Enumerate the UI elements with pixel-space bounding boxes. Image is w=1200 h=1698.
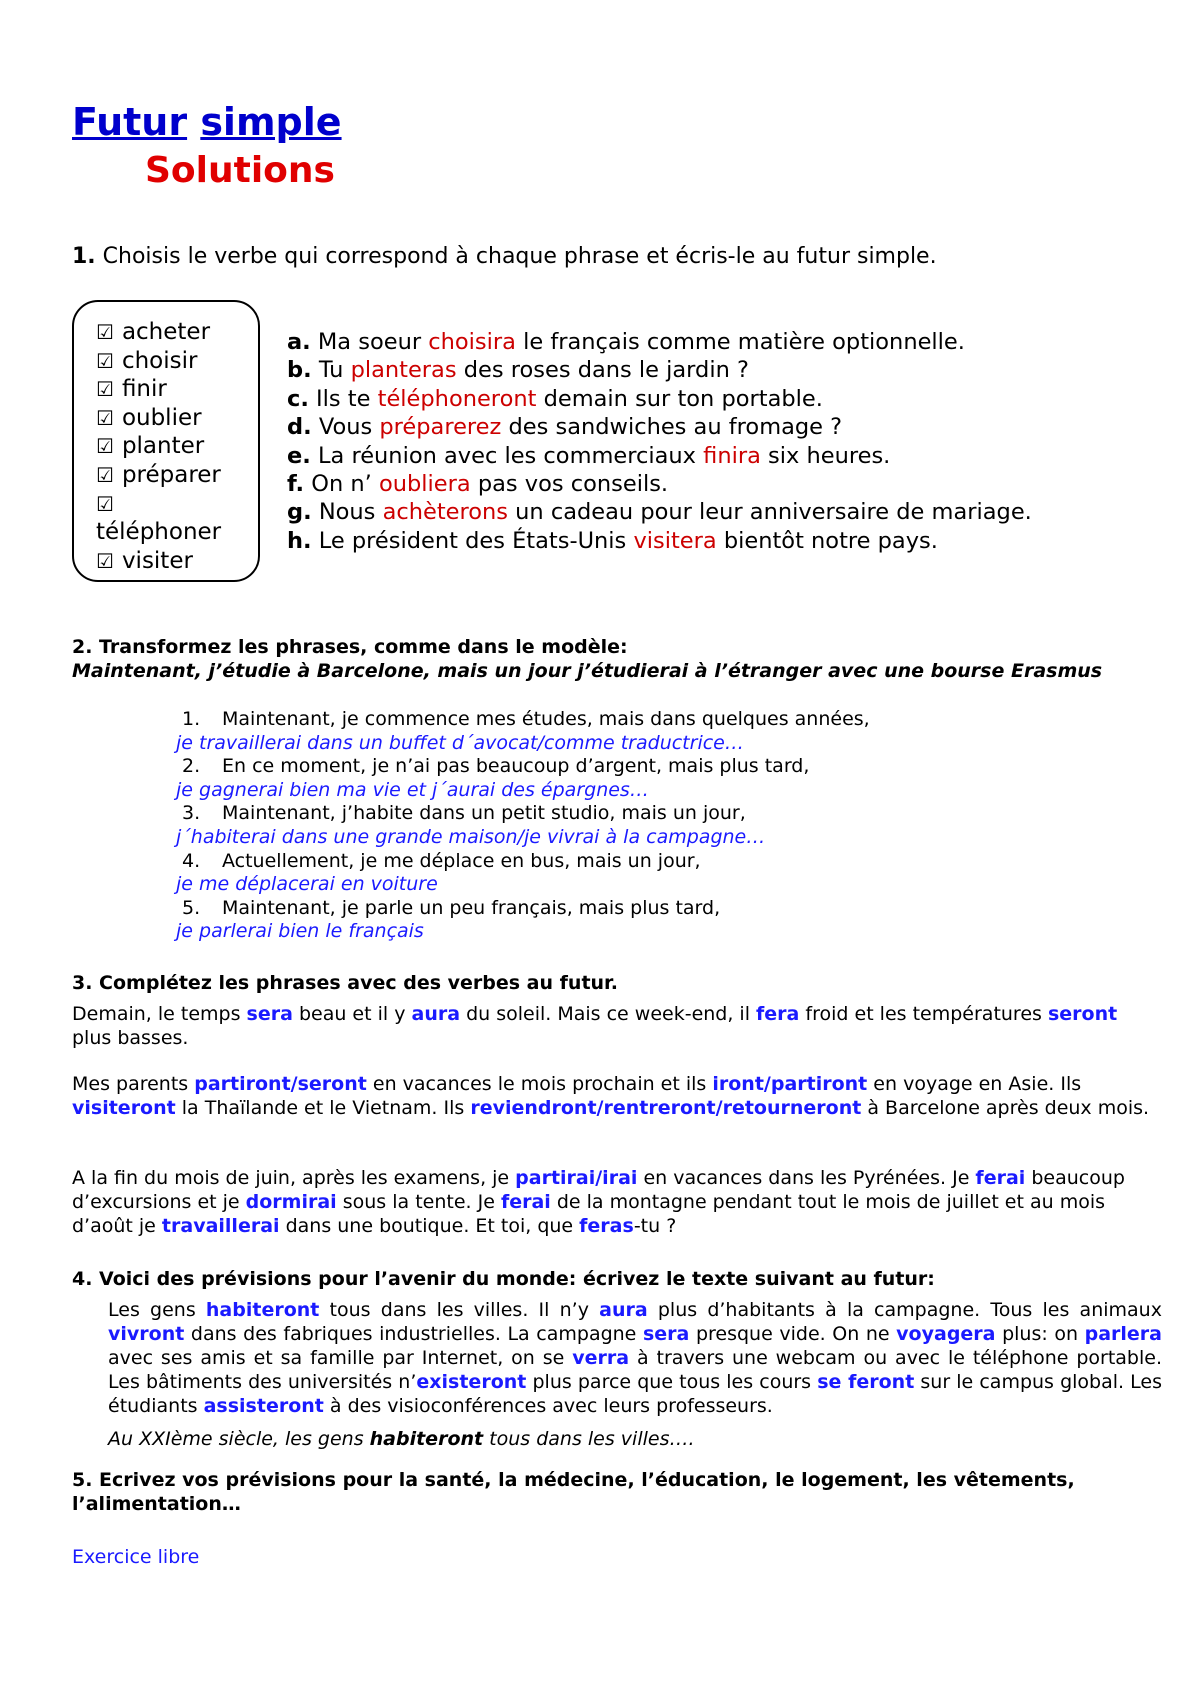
checkbox-icon: ☑ [96, 405, 114, 430]
answer-run: aura [411, 1003, 461, 1025]
exercise-2-list [176, 708, 870, 944]
item-number: 4. [182, 849, 201, 872]
sentence-after: le français comme matière optionnelle. [523, 329, 965, 355]
sentence-d [287, 413, 1032, 441]
sentence-h [287, 527, 1032, 555]
sentence-after: des sandwiches au fromage ? [508, 414, 843, 441]
text-run: à des visioconférences avec leurs professeurs. [323, 1395, 773, 1417]
sentence-answer: oubliera [378, 471, 471, 498]
answer-run: visiteront [72, 1097, 176, 1119]
sentence-c [287, 385, 1032, 413]
sentence-answer: finira [703, 442, 761, 469]
verb-label: téléphoner [96, 519, 222, 546]
text-run: en vacances le mois prochain et ils [366, 1073, 713, 1095]
page-title [72, 100, 342, 144]
exercise-4-paragraph [108, 1298, 1162, 1418]
sentence-before: Vous [318, 414, 373, 441]
verb-list [96, 318, 256, 575]
text-run: dans une boutique. Et toi, que [279, 1215, 580, 1237]
sentence-answer: visitera [633, 527, 717, 554]
answer-run: verra [572, 1347, 630, 1369]
text-run: dans des fabriques industrielles. La campagne [184, 1323, 643, 1345]
text-run: Les gens [108, 1299, 206, 1321]
sentence-before: Nous [318, 499, 376, 526]
sentence-answer: choisira [428, 329, 516, 355]
text-run: avec ses amis et sa famille par Internet, on se [108, 1347, 573, 1369]
text-run: tous dans les villes…. [483, 1428, 695, 1450]
verb-item [96, 404, 256, 433]
exercise-4-example [108, 1428, 695, 1450]
exercise-1-number: 1. [72, 244, 96, 269]
item-answer: je me déplacerai en voiture [176, 873, 438, 896]
answer-run: habiteront [369, 1428, 484, 1450]
item-prompt: Maintenant, je commence mes études, mais dans quelques années, [222, 708, 870, 730]
item-answer: j´habiterai dans une grande maison/je vivrai à la campagne… [176, 825, 766, 848]
text-run: beau et il y [292, 1003, 412, 1025]
sentence-answer: préparerez [379, 414, 502, 441]
exercise-3-heading: 3. Complétez les phrases avec des verbes au futur. [72, 972, 618, 994]
answer-run: aura [599, 1299, 648, 1321]
sentence-answer: téléphoneront [377, 385, 537, 412]
verb-label: planter [121, 433, 205, 460]
text-run: plus parce que tous les cours [526, 1371, 818, 1393]
item-answer: je travaillerai dans un buffet d´avocat/comme traductrice… [176, 731, 744, 754]
list-item [176, 708, 870, 732]
sentence-letter: f. [287, 471, 305, 498]
page-subtitle: Solutions [145, 150, 335, 191]
checkbox-icon: ☑ [96, 548, 114, 573]
verb-label: choisir [121, 347, 198, 374]
sentence-answer: planteras [350, 357, 457, 384]
sentence-letter: e. [287, 442, 311, 469]
answer-run: parlera [1084, 1323, 1162, 1345]
text-run: Demain, le temps [72, 1003, 247, 1025]
verb-label: visiter [121, 547, 193, 574]
list-item [176, 802, 870, 826]
answer-run: existeront [416, 1371, 527, 1393]
sentence-after: demain sur ton portable. [543, 385, 823, 412]
answer-run: voyagera [896, 1323, 996, 1345]
item-prompt: Maintenant, j’habite dans un petit studio, mais un jour, [222, 802, 746, 825]
verb-item [96, 347, 256, 376]
sentence-after: un cadeau pour leur anniversaire de mariage. [515, 499, 1032, 526]
verb-item [96, 461, 256, 490]
answer-run: seront [1047, 1003, 1118, 1025]
text-run: en voyage en Asie. Ils [867, 1073, 1082, 1095]
text-run: -tu ? [633, 1215, 677, 1237]
item-answer: je gagnerai bien ma vie et j´aurai des épargnes… [176, 778, 649, 801]
checkbox-icon: ☑ [96, 462, 114, 487]
checkbox-icon: ☑ [96, 491, 114, 516]
answer-run: vivront [108, 1323, 185, 1345]
verb-label: oublier [121, 404, 202, 431]
text-run: du soleil. Mais ce week-end, il [460, 1003, 757, 1025]
verb-item [96, 375, 256, 404]
answer-run: partirai/irai [515, 1167, 638, 1189]
verb-item [96, 547, 256, 576]
text-run: de la montagne pendant tout le mois de juillet et au mois d’août je [72, 1191, 1106, 1237]
sentence-g [287, 498, 1032, 526]
exercise-1-sentences [287, 328, 1032, 555]
checkbox-icon: ☑ [96, 320, 114, 344]
sentence-before: On n’ [311, 471, 372, 498]
exercise-3-paragraph-3 [72, 1166, 1162, 1238]
item-prompt: Actuellement, je me déplace en bus, mais un jour, [222, 849, 701, 872]
sentence-answer: achèterons [382, 499, 508, 526]
sentence-before: Ils te [316, 385, 371, 412]
item-number: 3. [182, 802, 201, 825]
sentence-letter: d. [287, 414, 312, 441]
sentence-b [287, 356, 1032, 384]
verb-label: préparer [121, 461, 221, 488]
item-number: 5. [182, 896, 201, 919]
sentence-before: La réunion avec les commerciaux [317, 442, 696, 469]
sentence-after: pas vos conseils. [477, 471, 669, 498]
exercise-2-model: Maintenant, j’étudie à Barcelone, mais un jour j’étudierai à l’étranger avec une bourse Erasmus [72, 660, 1103, 682]
list-item [176, 755, 870, 779]
item-number: 1. [182, 708, 201, 730]
verb-item [96, 318, 256, 347]
text-run: sur le campus global. Les étudiants [108, 1371, 1163, 1417]
answer-run: dormirai [245, 1191, 337, 1213]
sentence-after: bientôt notre pays. [723, 527, 938, 554]
sentence-before: Le président des États-Unis [318, 527, 627, 554]
checkbox-icon: ☑ [96, 377, 114, 402]
exercise-5-answer: Exercice libre [72, 1546, 200, 1568]
text-run: tous dans les villes. Il n’y [319, 1299, 600, 1321]
sentence-after: des roses dans le jardin ? [463, 357, 749, 384]
exercise-1-instruction [72, 244, 937, 269]
answer-run: se feront [817, 1371, 915, 1393]
text-run: plus d’habitants à la campagne. Tous les animaux [647, 1299, 1162, 1321]
answer-run: reviendront/rentreront/retourneront [470, 1097, 862, 1119]
checkbox-icon: ☑ [96, 348, 114, 373]
sentence-e [287, 442, 1032, 470]
text-run: froid et les températures [799, 1003, 1048, 1025]
text-run: Au XXIème siècle, les gens [108, 1428, 370, 1450]
checkbox-icon: ☑ [96, 434, 114, 459]
exercise-2-heading: 2. Transformez les phrases, comme dans le modèle: [72, 636, 628, 658]
answer-run: iront/partiront [712, 1073, 868, 1095]
item-number: 2. [182, 755, 201, 778]
verb-item [96, 432, 256, 461]
answer-run: ferai [500, 1191, 551, 1213]
answer-run: partiront/seront [194, 1073, 367, 1095]
item-answer: je parlerai bien le français [176, 920, 424, 943]
verb-label: acheter [121, 319, 211, 345]
sentence-letter: a. [287, 329, 311, 355]
sentence-before: Tu [318, 357, 344, 384]
sentence-before: Ma soeur [317, 329, 422, 355]
sentence-a [287, 328, 1032, 356]
text-run: la Thaïlande et le Vietnam. Ils [175, 1097, 471, 1119]
text-run: beaucoup d’excursions et je [72, 1167, 1125, 1213]
text-run: à travers une webcam ou avec le téléphone portable. Les bâtiments des universités n’ [108, 1347, 1162, 1393]
title-word-simple: simple [200, 100, 342, 144]
sentence-letter: b. [287, 357, 312, 384]
answer-run: habiteront [205, 1299, 320, 1321]
answer-run: feras [579, 1215, 634, 1237]
title-word-futur: Futur [72, 100, 188, 144]
exercise-5-heading: 5. Ecrivez vos prévisions pour la santé, la médecine, l’éducation, le logement, les vêtements, l’alimentation… [72, 1469, 1075, 1515]
item-prompt: En ce moment, je n’ai pas beaucoup d’argent, mais plus tard, [222, 755, 810, 778]
exercise-3-paragraph-2 [72, 1072, 1162, 1120]
list-item [176, 897, 870, 921]
answer-run: sera [246, 1003, 293, 1025]
sentence-letter: c. [287, 385, 309, 412]
text-run: presque vide. On ne [689, 1323, 897, 1345]
verb-item [96, 490, 256, 547]
exercise-1-text: Choisis le verbe qui correspond à chaque phrase et écris-le au futur simple. [102, 244, 937, 269]
text-run: à Barcelone après deux mois. [861, 1097, 1150, 1119]
answer-run: assisteront [203, 1395, 324, 1417]
item-prompt: Maintenant, je parle un peu français, mais plus tard, [222, 896, 721, 919]
exercise-3-paragraph-1 [72, 1002, 1162, 1050]
exercise-4-heading: 4. Voici des prévisions pour l’avenir du monde: écrivez le texte suivant au futur: [72, 1268, 935, 1290]
answer-run: travaillerai [161, 1215, 280, 1237]
answer-run: fera [756, 1003, 800, 1025]
sentence-after: six heures. [768, 442, 891, 469]
text-run: sous la tente. Je [336, 1191, 501, 1213]
text-run: plus: on [995, 1323, 1085, 1345]
answer-run: sera [642, 1323, 690, 1345]
text-run: A la fin du mois de juin, après les examens, je [72, 1167, 516, 1189]
text-run: plus basses. [72, 1027, 189, 1049]
verb-label: finir [121, 376, 167, 403]
text-run: Mes parents [72, 1073, 195, 1095]
text-run: en vacances dans les Pyrénées. Je [637, 1167, 976, 1189]
answer-run: ferai [975, 1167, 1026, 1189]
sentence-letter: h. [287, 527, 312, 554]
sentence-letter: g. [287, 499, 312, 526]
sentence-f [287, 470, 1032, 498]
list-item [176, 850, 870, 874]
